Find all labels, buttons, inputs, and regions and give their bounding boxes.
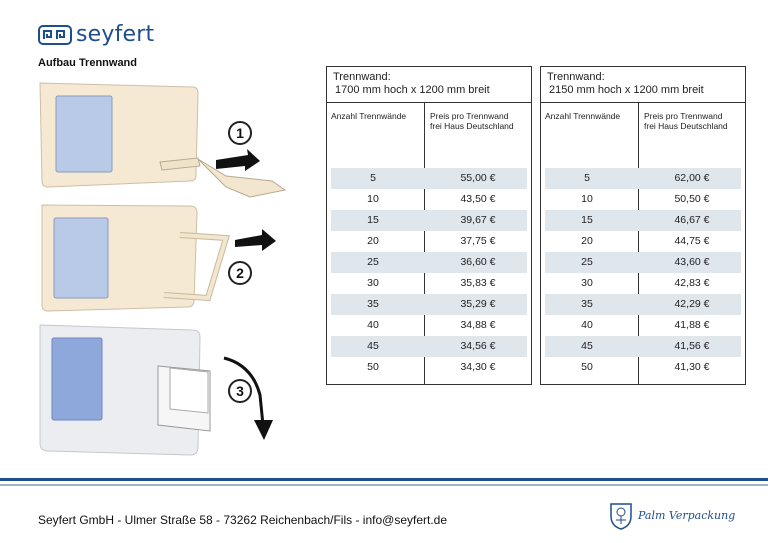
table-row xyxy=(541,231,745,252)
row-price: 50,50 € xyxy=(674,193,710,205)
palm-logo xyxy=(608,500,735,530)
footer-rule-primary xyxy=(0,478,768,481)
table-row xyxy=(541,315,745,336)
row-price: 62,00 € xyxy=(674,172,710,184)
row-price: 41,88 € xyxy=(674,319,710,331)
row-price: 36,60 € xyxy=(460,256,496,268)
table-title-line1: Trennwand: xyxy=(333,71,391,83)
row-qty: 15 xyxy=(367,214,379,226)
table-row xyxy=(545,336,741,357)
palm-brand-text: Palm Verpackung xyxy=(638,508,736,522)
row-qty: 40 xyxy=(581,319,593,331)
column-header-price-line2: frei Haus Deutschland xyxy=(644,121,728,131)
row-qty: 40 xyxy=(367,319,379,331)
row-qty: 50 xyxy=(367,361,379,373)
column-header-price-line1: Preis pro Trennwand xyxy=(644,111,723,121)
table-row xyxy=(331,294,527,315)
row-price: 34,56 € xyxy=(460,340,496,352)
row-qty: 15 xyxy=(581,214,593,226)
table-row xyxy=(331,210,527,231)
step-number-1: 1 xyxy=(228,121,252,145)
footer-rule-secondary xyxy=(0,484,768,486)
row-price: 42,83 € xyxy=(674,277,710,289)
row-price: 55,00 € xyxy=(460,172,496,184)
row-qty: 45 xyxy=(581,340,593,352)
row-qty: 45 xyxy=(367,340,379,352)
table-title-line2: 1700 mm hoch x 1200 mm breit xyxy=(335,84,490,96)
seyfert-logo-icon xyxy=(38,25,72,45)
table-title xyxy=(541,67,745,103)
row-price: 37,75 € xyxy=(460,235,496,247)
row-price: 34,88 € xyxy=(460,319,496,331)
table-row xyxy=(541,357,745,378)
table-row xyxy=(545,252,741,273)
row-qty: 5 xyxy=(584,172,590,184)
row-qty: 35 xyxy=(581,298,593,310)
row-qty: 30 xyxy=(367,277,379,289)
assembly-drawing xyxy=(30,75,300,460)
table-row xyxy=(331,336,527,357)
row-price: 41,56 € xyxy=(674,340,710,352)
column-header-price-line1: Preis pro Trennwand xyxy=(430,111,509,121)
row-qty: 5 xyxy=(370,172,376,184)
table-row xyxy=(541,189,745,210)
table-title-line2: 2150 mm hoch x 1200 mm breit xyxy=(549,84,704,96)
row-qty: 20 xyxy=(581,235,593,247)
table-row xyxy=(327,357,531,378)
step-number-3: 3 xyxy=(228,379,252,403)
row-price: 41,30 € xyxy=(674,361,710,373)
column-header-quantity: Anzahl Trennwände xyxy=(331,111,407,121)
table-row xyxy=(327,315,531,336)
price-table-1700 xyxy=(326,66,532,385)
table-title-line1: Trennwand: xyxy=(547,71,605,83)
table-row xyxy=(545,294,741,315)
row-price: 39,67 € xyxy=(460,214,496,226)
table-row xyxy=(331,252,527,273)
row-qty: 50 xyxy=(581,361,593,373)
assembly-illustration xyxy=(30,75,300,460)
column-header-quantity: Anzahl Trennwände xyxy=(545,111,621,121)
row-qty: 25 xyxy=(367,256,379,268)
row-price: 46,67 € xyxy=(674,214,710,226)
table-row xyxy=(327,273,531,294)
row-price: 35,83 € xyxy=(460,277,496,289)
table-row xyxy=(327,231,531,252)
column-header-price-line2: frei Haus Deutschland xyxy=(430,121,514,131)
table-title xyxy=(327,67,531,103)
row-qty: 35 xyxy=(367,298,379,310)
row-qty: 25 xyxy=(581,256,593,268)
row-price: 35,29 € xyxy=(460,298,496,310)
column-header-price xyxy=(430,111,514,131)
row-price: 34,30 € xyxy=(460,361,496,373)
row-qty: 30 xyxy=(581,277,593,289)
panel-step-2 xyxy=(42,205,276,311)
row-qty: 10 xyxy=(367,193,379,205)
table-row xyxy=(545,168,741,189)
table-row xyxy=(541,273,745,294)
table-row xyxy=(331,168,527,189)
row-price: 44,75 € xyxy=(674,235,710,247)
column-header-price xyxy=(644,111,728,131)
seyfert-logo xyxy=(38,22,154,47)
section-title: Aufbau Trennwand xyxy=(38,57,137,69)
brand-name: seyfert xyxy=(76,22,155,47)
price-table-2150 xyxy=(540,66,746,385)
row-price: 43,60 € xyxy=(674,256,710,268)
palm-crest-icon xyxy=(608,500,634,530)
row-qty: 20 xyxy=(367,235,379,247)
table-row xyxy=(327,189,531,210)
step-number-2: 2 xyxy=(228,261,252,285)
table-row xyxy=(545,210,741,231)
row-price: 42,29 € xyxy=(674,298,710,310)
row-price: 43,50 € xyxy=(460,193,496,205)
footer-address: Seyfert GmbH - Ulmer Straße 58 - 73262 Reichenbach/Fils - info@seyfert.de xyxy=(38,513,448,527)
row-qty: 10 xyxy=(581,193,593,205)
